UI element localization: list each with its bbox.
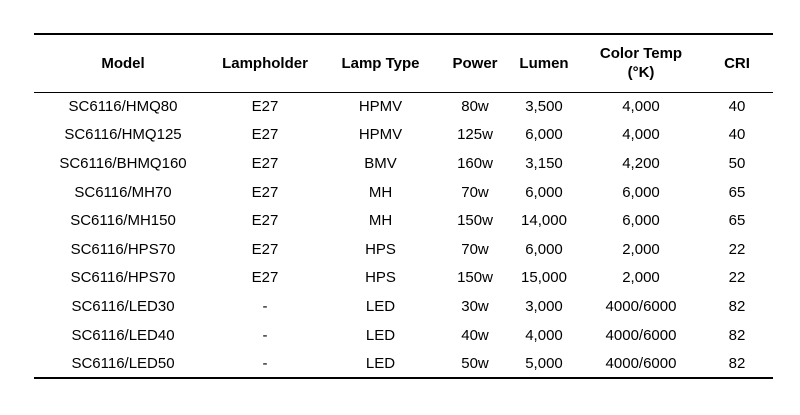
cell-lumen: 5,000 <box>507 349 581 378</box>
cell-lumen: 6,000 <box>525 183 563 201</box>
cell-model: SC6116/LED30 <box>71 297 175 315</box>
cell-cri: 82 <box>728 326 746 344</box>
cell-lamp-type: HPS <box>365 240 396 258</box>
cell-lampholder: E27 <box>251 183 279 201</box>
cell-color-temp: 4000/6000 <box>605 297 677 315</box>
cell-model: SC6116/HMQ80 <box>68 98 178 116</box>
cell-cri: 22 <box>728 240 746 258</box>
header-row <box>34 34 773 92</box>
cell-cri: 22 <box>728 269 746 287</box>
header-lamp-type: Lamp Type <box>318 34 443 92</box>
cell-model: SC6116/LED50 <box>34 349 212 378</box>
cell-lamp-type: LED <box>365 326 396 344</box>
cell-color-temp: 4000/6000 <box>605 326 677 344</box>
cell-model: SC6116/MH70 <box>74 183 172 201</box>
cell-model: SC6116/HMQ125 <box>64 126 182 144</box>
cell-color-temp: 4,000 <box>622 98 660 116</box>
cell-lumen: 14,000 <box>521 212 567 230</box>
cell-lampholder: E27 <box>251 240 279 258</box>
cell-lampholder: - <box>212 349 318 378</box>
table-row <box>34 92 773 121</box>
cell-color-temp: 6,000 <box>622 183 660 201</box>
header-color-temp <box>581 34 701 92</box>
cell-power: 70w <box>461 240 489 258</box>
cell-lampholder: E27 <box>251 126 279 144</box>
cell-lamp-type: MH <box>368 183 393 201</box>
cell-power: 30w <box>461 297 489 315</box>
table-row <box>34 149 773 178</box>
cell-lumen: 6,000 <box>525 126 563 144</box>
header-cri: CRI <box>701 34 773 92</box>
cell-lumen: 3,150 <box>525 154 563 172</box>
cell-color-temp: 2,000 <box>622 269 660 287</box>
cell-cri: 65 <box>728 212 746 230</box>
cell-power: 70w <box>461 183 489 201</box>
cell-model: SC6116/HPS70 <box>70 240 176 258</box>
header-model: Model <box>34 34 212 92</box>
cell-lamp-type: LED <box>318 349 443 378</box>
cell-power: 80w <box>461 98 489 116</box>
table-row <box>34 264 773 293</box>
cell-power: 50w <box>443 349 507 378</box>
table-row <box>34 206 773 235</box>
cell-color-temp: 4000/6000 <box>581 349 701 378</box>
cell-model: SC6116/HPS70 <box>70 269 176 287</box>
table-row <box>34 178 773 207</box>
cell-lampholder: - <box>262 297 268 315</box>
table-body <box>34 92 773 378</box>
cell-lamp-type: HPMV <box>358 98 403 116</box>
cell-lampholder: E27 <box>251 98 279 116</box>
cell-power: 40w <box>461 326 489 344</box>
cell-cri: 65 <box>728 183 746 201</box>
cell-lumen: 3,500 <box>525 98 563 116</box>
cell-color-temp: 4,000 <box>622 126 660 144</box>
cell-power: 150w <box>457 269 493 287</box>
cell-lampholder: E27 <box>251 269 279 287</box>
table-row <box>34 121 773 150</box>
table-row <box>34 292 773 321</box>
table-row <box>34 235 773 264</box>
cell-lamp-type: HPS <box>365 269 396 287</box>
cell-lumen: 6,000 <box>525 240 563 258</box>
cell-lumen: 4,000 <box>525 326 563 344</box>
cell-power: 150w <box>457 212 493 230</box>
cell-model: SC6116/MH150 <box>70 212 176 230</box>
cell-lampholder: E27 <box>251 154 279 172</box>
cell-power: 125w <box>457 126 493 144</box>
cell-cri: 40 <box>728 126 746 144</box>
header-color-temp-line2: (°K) <box>627 64 655 82</box>
cell-color-temp: 6,000 <box>622 212 660 230</box>
spec-table <box>34 33 773 379</box>
cell-cri: 82 <box>728 297 746 315</box>
cell-color-temp: 4,200 <box>622 154 660 172</box>
cell-lampholder: - <box>262 326 268 344</box>
table-row <box>34 349 773 378</box>
cell-lamp-type: BMV <box>364 154 397 172</box>
cell-model: SC6116/BHMQ160 <box>59 154 187 172</box>
cell-color-temp: 2,000 <box>622 240 660 258</box>
cell-cri: 50 <box>728 154 746 172</box>
header-color-temp-line1: Color Temp <box>599 45 683 63</box>
cell-power: 160w <box>457 154 493 172</box>
cell-cri: 82 <box>701 349 773 378</box>
cell-lampholder: E27 <box>251 212 279 230</box>
cell-lamp-type: HPMV <box>358 126 403 144</box>
cell-lamp-type: LED <box>365 297 396 315</box>
cell-lumen: 15,000 <box>521 269 567 287</box>
cell-model: SC6116/LED40 <box>71 326 175 344</box>
table-row <box>34 321 773 350</box>
cell-lumen: 3,000 <box>525 297 563 315</box>
cell-lamp-type: MH <box>368 212 393 230</box>
header-power: Power <box>443 34 507 92</box>
cell-cri: 40 <box>728 98 746 116</box>
table-header <box>34 34 773 92</box>
header-lumen: Lumen <box>507 34 581 92</box>
header-lampholder: Lampholder <box>212 34 318 92</box>
